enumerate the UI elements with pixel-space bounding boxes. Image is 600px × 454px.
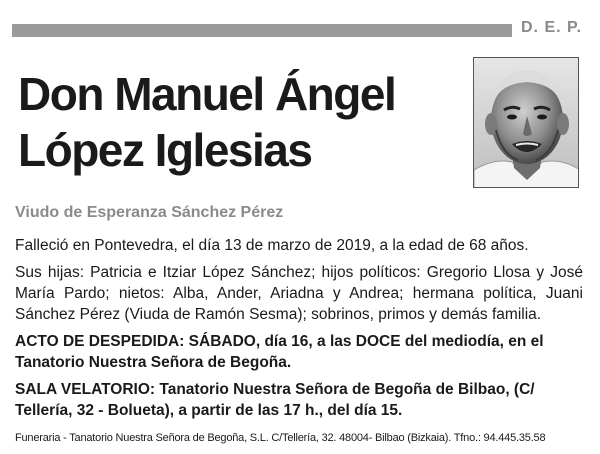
portrait-icon [474, 58, 579, 188]
farewell-ceremony: ACTO DE DESPEDIDA: SÁBADO, día 16, a las DOCE del mediodía, en el Tanatorio Nuestra Señora de Begoña. [15, 333, 544, 371]
funeral-home-footer: Funeraria - Tanatorio Nuestra Señora de Begoña, S.L. C/Tellería, 32. 48004- Bilbao (Bizkaia). Tfno.: 94.445.35.58 [15, 432, 546, 444]
portrait-photo [473, 57, 579, 188]
obituary-body [15, 235, 583, 427]
deceased-name-line1: Don Manuel Ángel [18, 68, 396, 120]
death-notice: Falleció en Pontevedra, el día 13 de marzo de 2019, a la edad de 68 años. [15, 237, 529, 254]
dep-label: D. E. P. [521, 19, 583, 36]
widower-subtitle: Viudo de Esperanza Sánchez Pérez [15, 204, 284, 221]
deceased-name [18, 66, 463, 178]
family-list: Sus hijas: Patricia e Itziar López Sánchez; hijos políticos: Gregorio Llosa y José María Pardo; nietos: Alba, Ander, Ariadna y Andrea; hermana política, Juani Sánchez Pérez (Viuda de Ramón Sesma); sobrinos, primos y demás familia. [15, 264, 583, 323]
deceased-name-line2: López Iglesias [18, 124, 312, 176]
wake-room: SALA VELATORIO: Tanatorio Nuestra Señora de Begoña de Bilbao, (C/ Tellería, 32 - Bolueta), a partir de las 17 h., del día 15. [15, 381, 535, 419]
header-bar [12, 24, 512, 37]
